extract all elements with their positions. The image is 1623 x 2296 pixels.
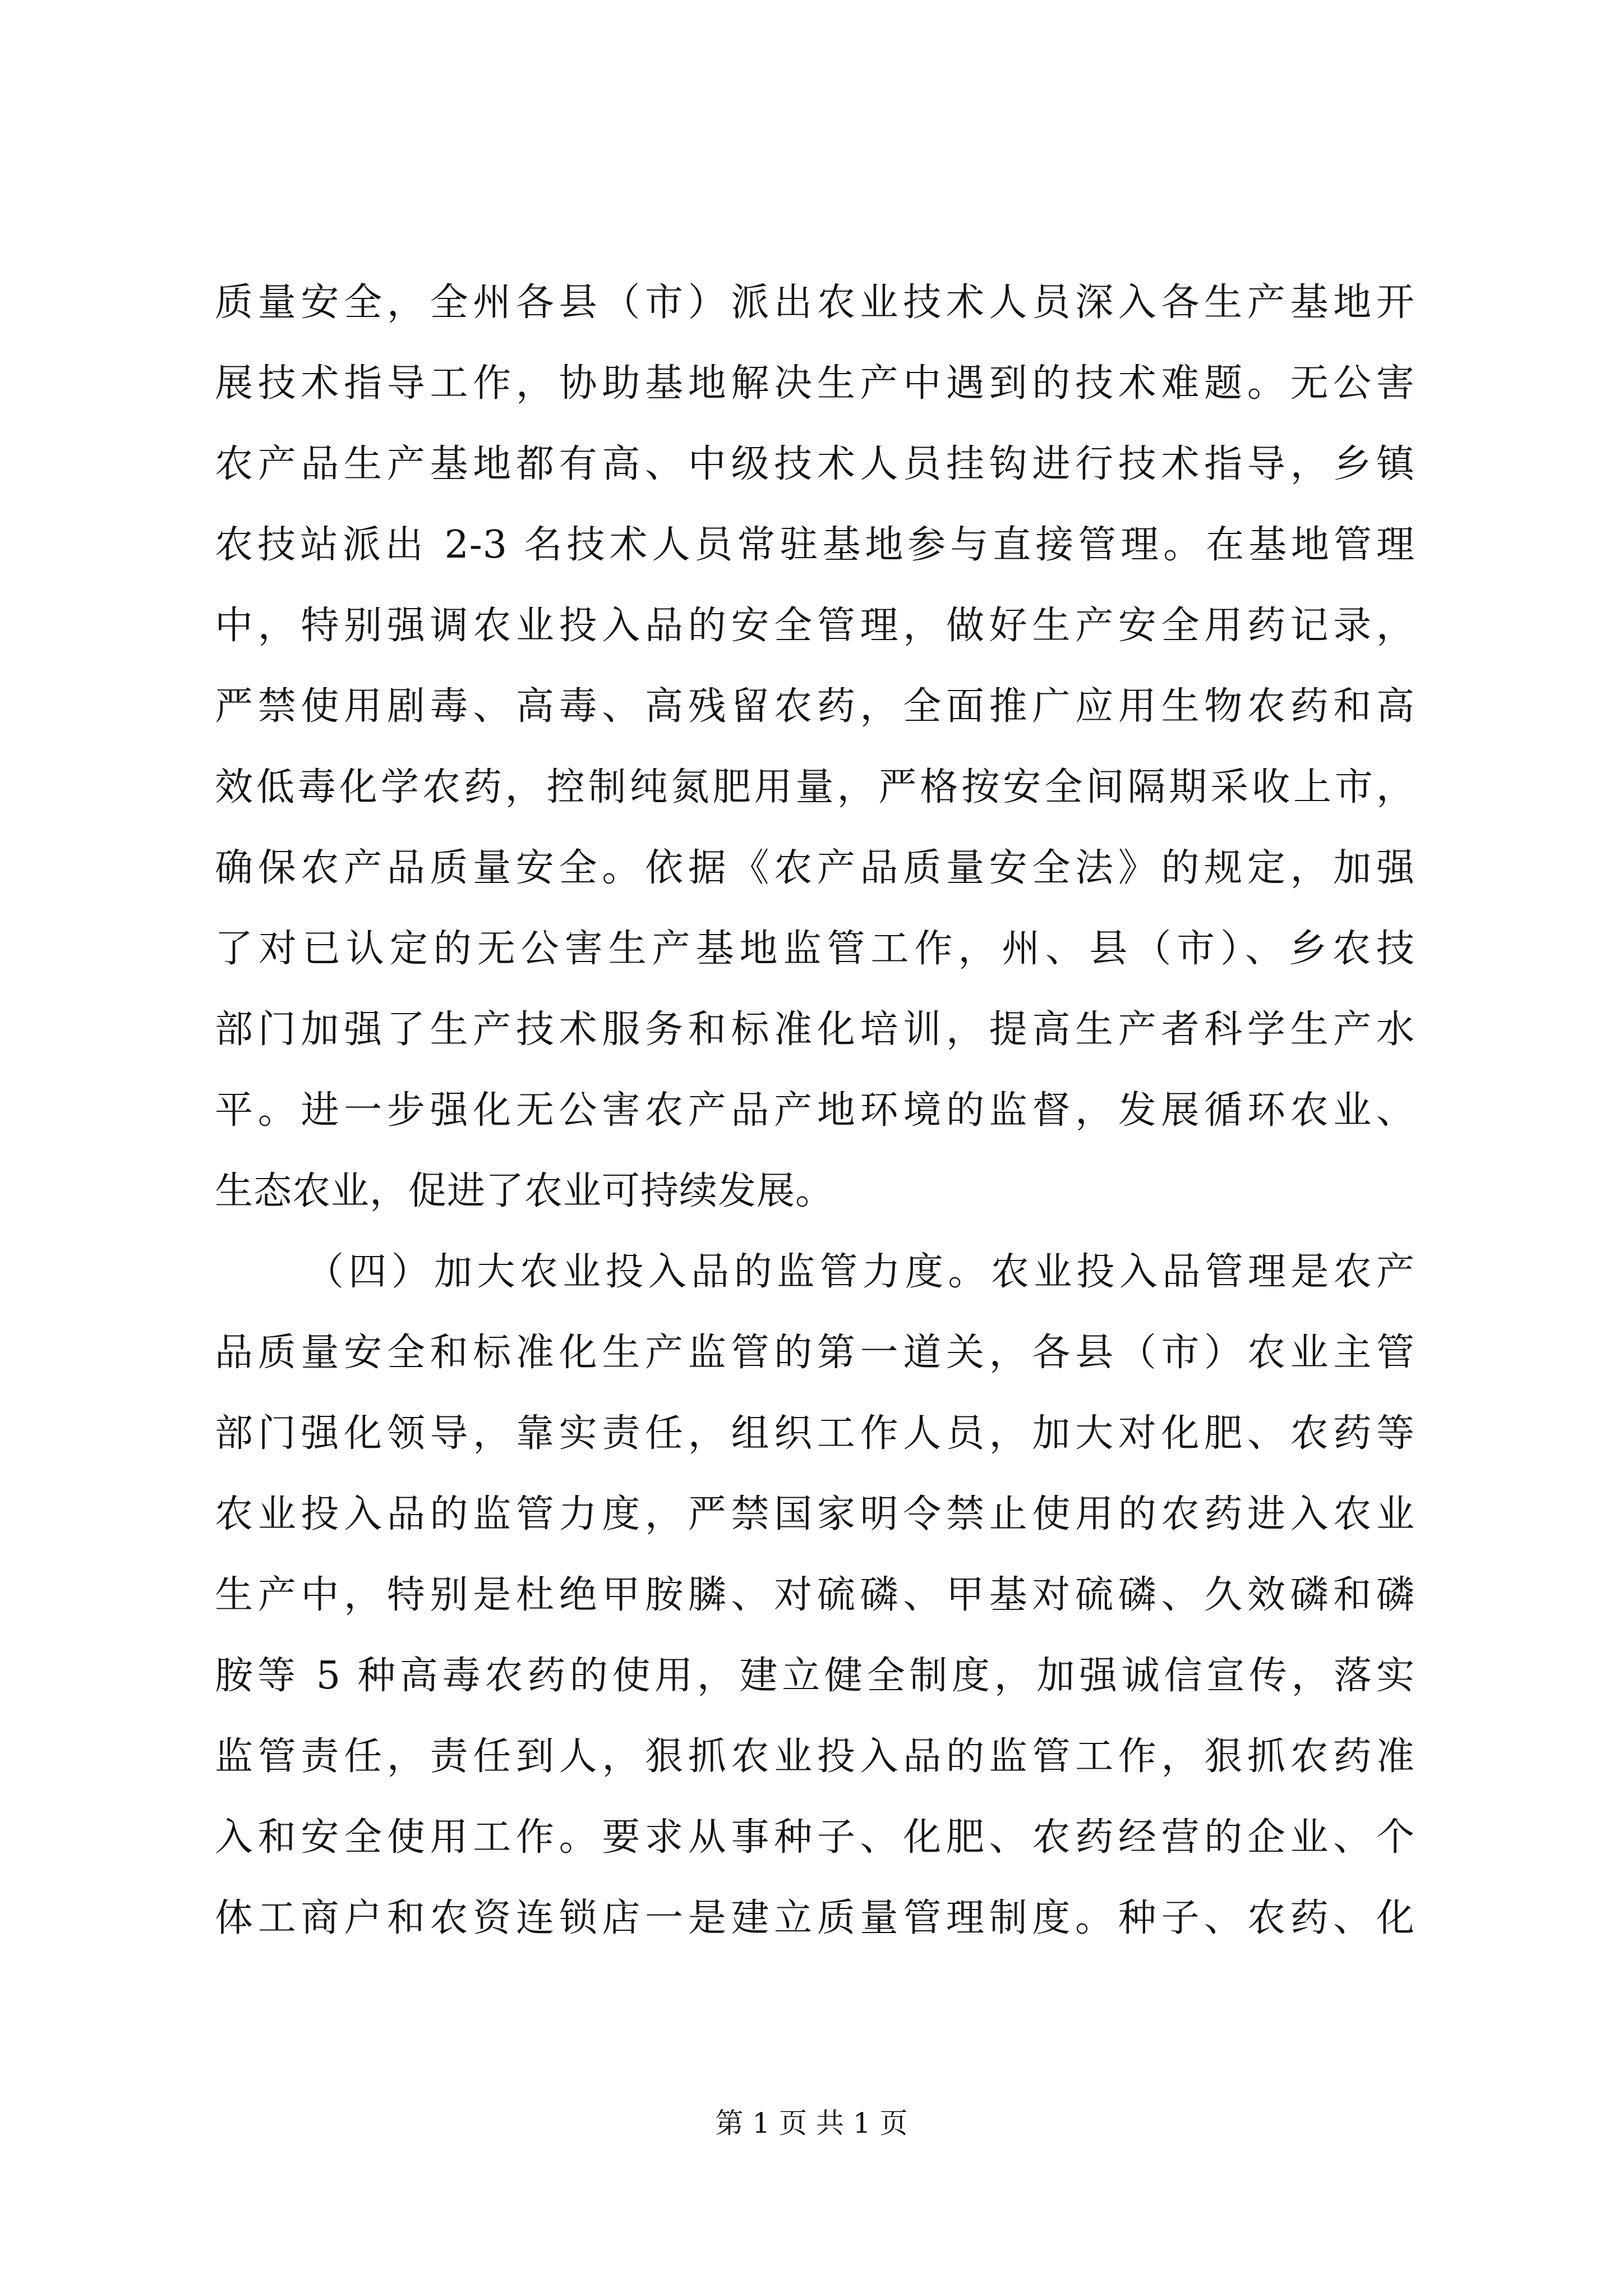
text-line: 生产中，特别是杜绝甲胺膦、对硫磷、甲基对硫磷、久效磷和磷 (215, 1573, 1415, 1617)
paragraph-end-line: 生态农业，促进了农业可持续发展。 (215, 1169, 834, 1213)
text-line: 农技站派出 2-3 名技术人员常驻基地参与直接管理。在基地管理 (215, 523, 1415, 567)
page-footer (0, 2106, 1623, 2140)
text-line: 体工商户和农资连锁店一是建立质量管理制度。种子、农药、化 (215, 1896, 1415, 1940)
text-line: 部门强化领导，靠实责任，组织工作人员，加大对化肥、农药等 (215, 1411, 1415, 1456)
text-line: 中，特别强调农业投入品的安全管理，做好生产安全用药记录， (215, 604, 1415, 648)
body-text (215, 263, 1415, 1959)
text-line: 了对已认定的无公害生产基地监管工作，州、县（市）、乡农技 (215, 927, 1415, 971)
text-line: 确保农产品质量安全。依据《农产品质量安全法》的规定，加强 (215, 846, 1415, 890)
text-line: 农业投入品的监管力度，严禁国家明令禁止使用的农药进入农业 (215, 1492, 1415, 1536)
text-line: 部门加强了生产技术服务和标准化培训，提高生产者科学生产水 (215, 1007, 1415, 1052)
text-line: 监管责任，责任到人，狠抓农业投入品的监管工作，狠抓农药准 (215, 1734, 1415, 1779)
text-line: 效低毒化学农药，控制纯氮肥用量，严格按安全间隔期采收上市， (215, 765, 1415, 809)
text-line: 入和安全使用工作。要求从事种子、化肥、农药经营的企业、个 (215, 1815, 1415, 1860)
page-number-label: 第 1 页 共 1 页 (715, 2107, 908, 2139)
text-line: 农产品生产基地都有高、中级技术人员挂钩进行技术指导，乡镇 (215, 442, 1415, 486)
section-heading-line: （四）加大农业投入品的监管力度。农业投入品管理是农产 (306, 1250, 1415, 1294)
text-line: 严禁使用剧毒、高毒、高残留农药，全面推广应用生物农药和高 (215, 684, 1415, 729)
text-line: 平。进一步强化无公害农产品产地环境的监督，发展循环农业、 (215, 1088, 1415, 1133)
text-line: 胺等 5 种高毒农药的使用，建立健全制度，加强诚信宣传，落实 (215, 1654, 1415, 1698)
text-line: 品质量安全和标准化生产监管的第一道关，各县（市）农业主管 (215, 1331, 1415, 1375)
text-line: 展技术指导工作，协助基地解决生产中遇到的技术难题。无公害 (215, 361, 1415, 406)
text-line: 质量安全，全州各县（市）派出农业技术人员深入各生产基地开 (215, 280, 1415, 325)
